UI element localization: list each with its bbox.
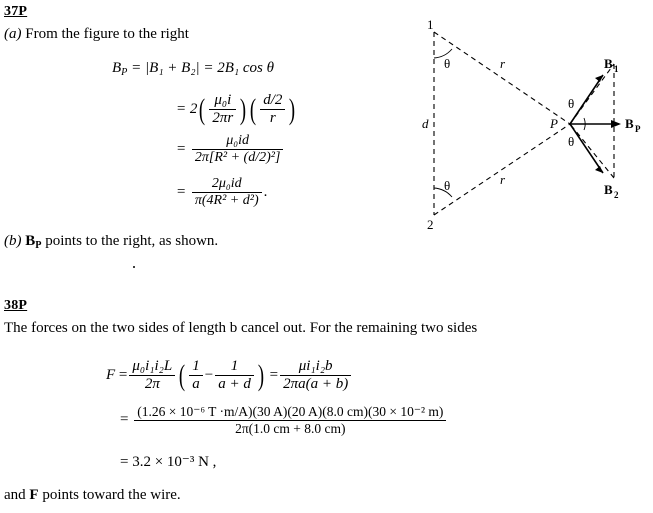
figure-label-theta-top: θ bbox=[444, 56, 451, 71]
frac-den: r bbox=[269, 110, 276, 127]
dashed-side-r-lower bbox=[434, 124, 570, 215]
frac-num: 1 bbox=[189, 358, 203, 376]
figure-label-r-upper: r bbox=[500, 56, 506, 71]
figure-37p bbox=[418, 18, 646, 233]
eq-37p-line4-equals: = bbox=[176, 184, 187, 201]
part-b-text: points to the right, as shown. bbox=[45, 233, 219, 249]
eq-37p-line1 bbox=[112, 60, 274, 78]
problem-label-37p: 37P bbox=[4, 4, 28, 19]
figure-label-b2-sub: 2 bbox=[614, 190, 619, 200]
figure-label-d: d bbox=[422, 116, 429, 131]
eq-37p-line2-lead: = 2 bbox=[176, 101, 198, 118]
vector-b2-arrowhead bbox=[595, 166, 603, 173]
figure-label-theta-p-upper: θ bbox=[568, 96, 575, 111]
eq-38p-lhs: F bbox=[106, 367, 116, 384]
right-paren-38p: ) bbox=[257, 359, 264, 392]
problem-38p-intro bbox=[4, 320, 477, 337]
figure-label-bp: B bbox=[625, 116, 634, 131]
left-paren-2: ( bbox=[250, 93, 257, 126]
eq-37p-line4 bbox=[176, 176, 267, 209]
eq-38p-line3 bbox=[120, 452, 216, 471]
frac-den: a + d bbox=[218, 376, 251, 393]
frac-num: μ₀i₁i₂L bbox=[129, 358, 175, 376]
eq-38p-equals-2: = bbox=[265, 367, 279, 384]
frac-1-apd bbox=[215, 358, 254, 394]
eq-37p-line3 bbox=[176, 133, 285, 166]
frac-1-a bbox=[189, 358, 203, 394]
right-paren-2: ) bbox=[289, 93, 296, 126]
frac-num: d/2 bbox=[260, 92, 285, 110]
eq-38p-equals-1: = bbox=[118, 367, 128, 384]
left-paren-38p: ( bbox=[179, 359, 186, 392]
part-a-tag: (a) bbox=[4, 26, 22, 42]
frac-num: 2μ₀id bbox=[192, 176, 262, 193]
eq-38p-line2 bbox=[120, 404, 448, 436]
figure-label-b2: B bbox=[604, 182, 613, 197]
figure-label-theta-bottom: θ bbox=[444, 178, 451, 193]
frac-mu0i-2pir bbox=[209, 92, 236, 128]
figure-label-b1: B bbox=[604, 56, 613, 71]
closing-bold-f: F bbox=[29, 487, 39, 503]
frac-mu0id-2piR2 bbox=[192, 133, 284, 166]
figure-label-point-p: P bbox=[550, 116, 558, 131]
problem-38p-intro-text: The forces on the two sides of length b cancel out. For the remaining two sides bbox=[4, 320, 478, 336]
dashed-lower-right bbox=[570, 124, 614, 178]
eq-37p-line2 bbox=[176, 92, 297, 128]
figure-37p-svg bbox=[418, 18, 646, 233]
problem-37p-part-b bbox=[4, 233, 218, 251]
frac-mui1i2b-2piaab bbox=[280, 358, 351, 394]
problem-label-38p: 38P bbox=[4, 298, 28, 313]
frac-den: π(4R² + d²) bbox=[194, 193, 259, 209]
frac-numeric-substitution bbox=[134, 404, 446, 436]
eq-38p-minus: − bbox=[204, 367, 214, 384]
figure-label-b1-sub: 1 bbox=[614, 64, 619, 74]
figure-label-theta-p-lower: θ bbox=[568, 134, 575, 149]
part-b-bold-b-sub: P bbox=[35, 239, 42, 251]
vector-bp-arrowhead bbox=[611, 120, 621, 128]
frac-mu0i1i2L-2pi bbox=[129, 358, 175, 394]
frac-den: 2π[R² + (d/2)²] bbox=[194, 150, 281, 166]
frac-num: μ₀id bbox=[192, 133, 284, 150]
frac-num: 1 bbox=[215, 358, 254, 376]
eq-38p-line1 bbox=[106, 358, 353, 394]
right-paren-1: ) bbox=[240, 93, 247, 126]
frac-den: 2πa(a + b) bbox=[283, 376, 349, 393]
frac-d2-r bbox=[260, 92, 285, 128]
dashed-side-r-upper bbox=[434, 32, 570, 124]
closing-text: points toward the wire. bbox=[42, 487, 181, 503]
problem-37p-part-a bbox=[4, 26, 189, 43]
eq-38p-equals-3: = bbox=[120, 411, 129, 428]
part-b-bold-b: B bbox=[25, 233, 36, 249]
stray-ink-dot bbox=[133, 266, 135, 268]
figure-label-vertex-2: 2 bbox=[427, 217, 434, 232]
frac-den: 2π bbox=[144, 376, 160, 393]
vector-b1-line bbox=[570, 75, 603, 124]
closing-lead: and bbox=[4, 487, 26, 503]
part-a-text: From the figure to the right bbox=[25, 26, 189, 42]
frac-den: a bbox=[192, 376, 200, 393]
eq-38p-result: = 3.2 × 10⁻³ N , bbox=[120, 454, 217, 470]
frac-num: μ₀i bbox=[209, 92, 236, 110]
eq-37p-line4-tail: . bbox=[263, 184, 268, 201]
frac-num: μi₁i₂b bbox=[280, 358, 351, 376]
frac-den: 2π(1.0 cm + 8.0 cm) bbox=[235, 420, 346, 436]
eq-37p-bp-subscript: P bbox=[121, 66, 128, 78]
vector-b1-arrowhead bbox=[595, 75, 603, 82]
part-b-tag: (b) bbox=[4, 233, 22, 249]
problem-38p-closing bbox=[4, 487, 181, 504]
figure-label-bp-sub: P bbox=[635, 124, 641, 134]
figure-label-r-lower: r bbox=[500, 172, 506, 187]
frac-den: 2πr bbox=[212, 110, 234, 127]
frac-2mu0id-pi4R2d2 bbox=[192, 176, 262, 209]
left-paren-1: ( bbox=[199, 93, 206, 126]
eq-37p-line1-rhs: = |B₁ + B₂| = 2B₁ cos θ bbox=[131, 60, 275, 76]
frac-num: (1.26 × 10⁻⁶ T ·m/A)(30 A)(20 A)(8.0 cm)(30 × 10⁻² m) bbox=[134, 404, 446, 421]
vector-b2-line bbox=[570, 124, 603, 173]
eq-37p-line3-equals: = bbox=[176, 141, 187, 158]
eq-37p-bp-symbol: B bbox=[112, 60, 122, 76]
figure-label-vertex-1: 1 bbox=[427, 18, 434, 32]
